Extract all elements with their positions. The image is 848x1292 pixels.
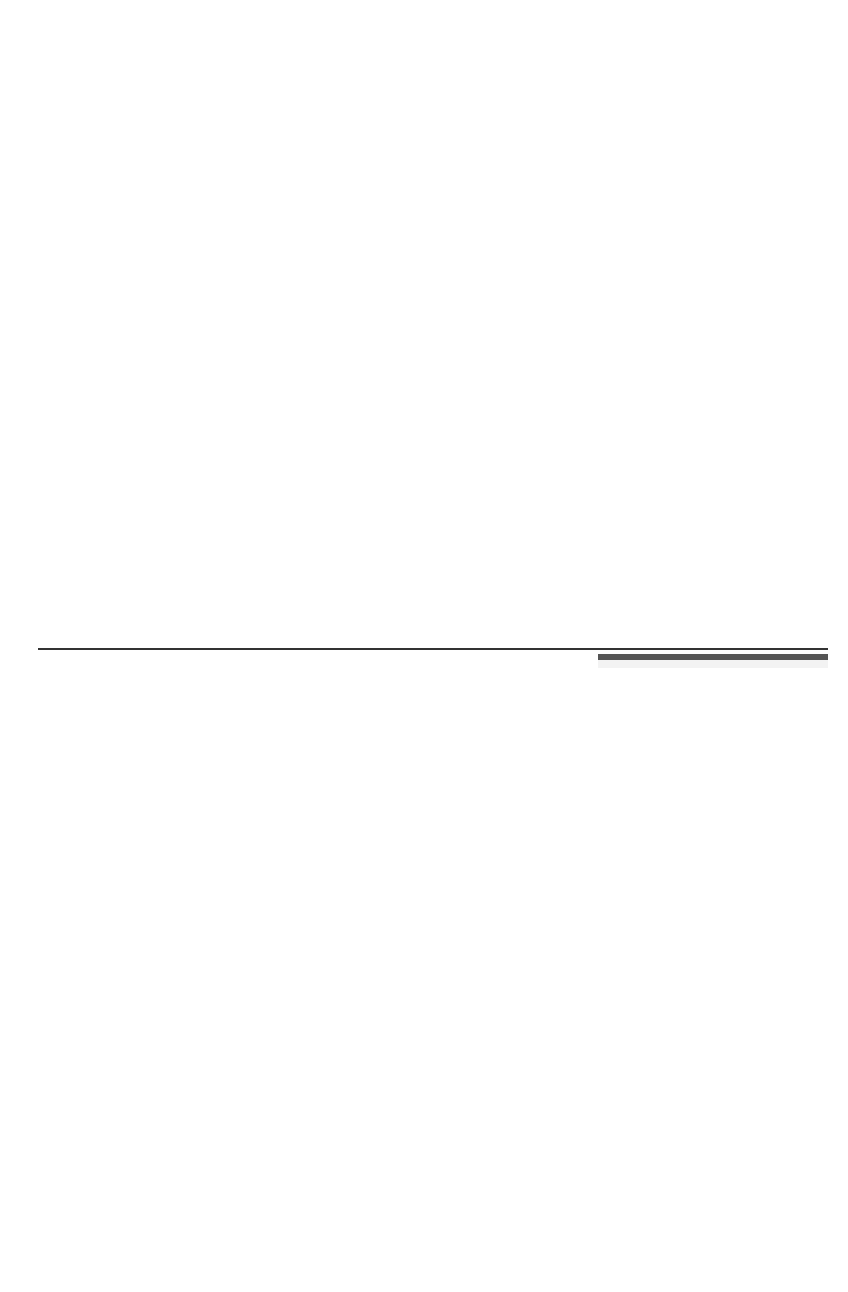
lead-story [38, 654, 584, 662]
top-columns [38, 94, 828, 644]
side-story [598, 654, 828, 668]
masthead [560, 14, 820, 82]
side-story-headline [598, 660, 828, 668]
section-divider [38, 648, 828, 650]
